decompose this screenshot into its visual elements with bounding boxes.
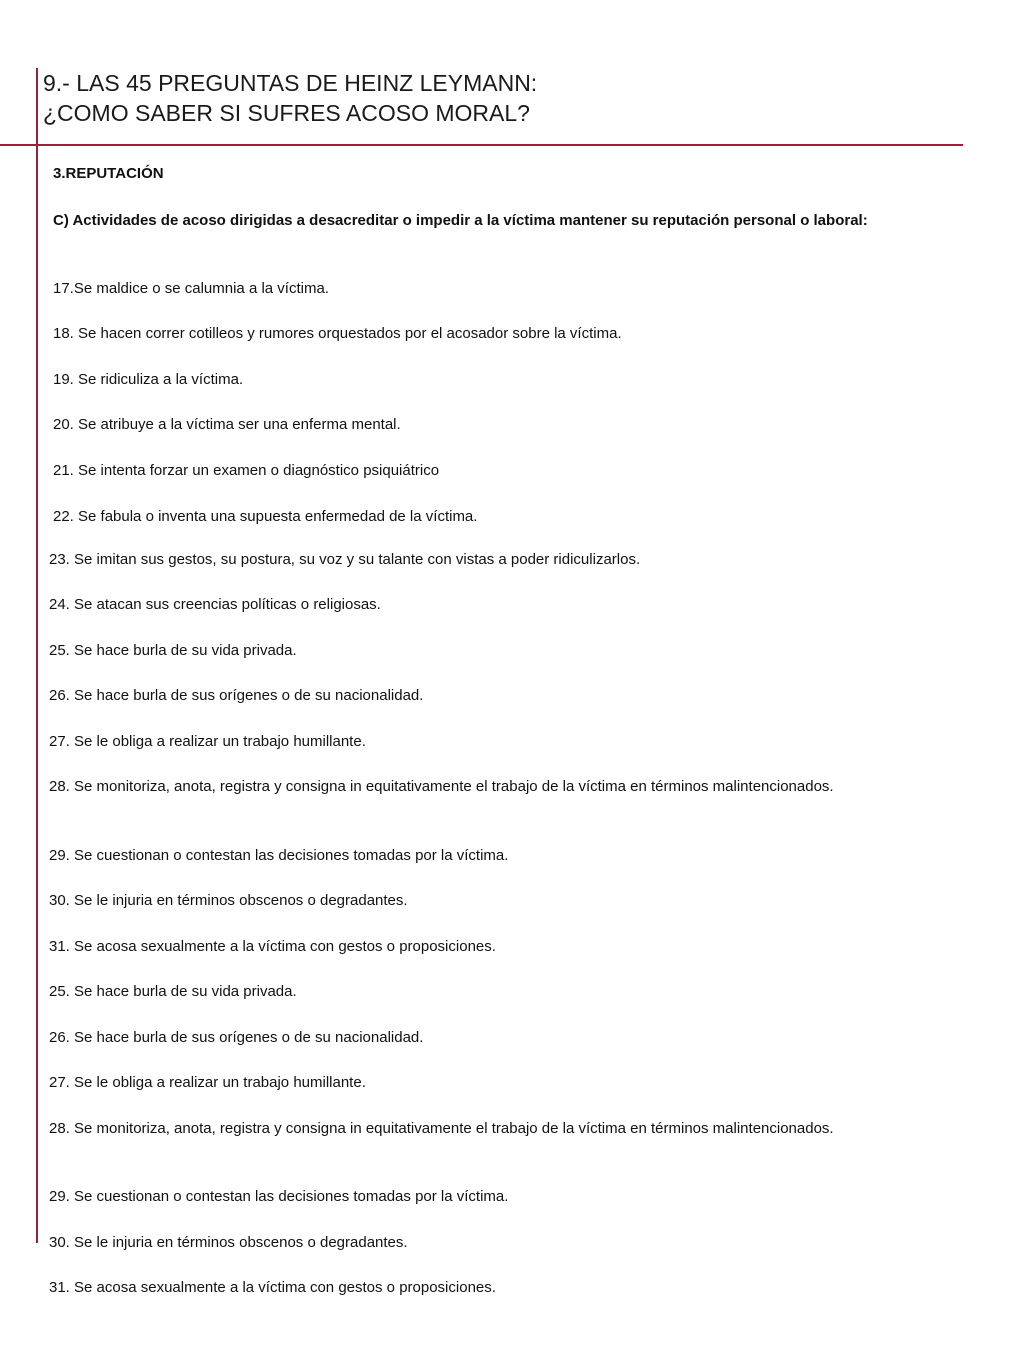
list-item: 20. Se atribuye a la víctima ser una enferma mental. [53, 416, 401, 433]
list-item: 28. Se monitoriza, anota, registra y consigna in equitativamente el trabajo de la víctima en términos malintencionados. [49, 778, 834, 795]
list-item: 21. Se intenta forzar un examen o diagnóstico psiquiátrico [53, 462, 440, 479]
list-item: 19. Se ridiculiza a la víctima. [53, 371, 244, 388]
list-item: 30. Se le injuria en términos obscenos o degradantes. [49, 1234, 408, 1251]
list-item: 23. Se imitan sus gestos, su postura, su voz y su talante con vistas a poder ridiculizarlos. [49, 551, 641, 568]
list-item: 31. Se acosa sexualmente a la víctima con gestos o proposiciones. [49, 1279, 496, 1296]
list-item: 25. Se hace burla de su vida privada. [49, 983, 297, 1000]
list-item: 31. Se acosa sexualmente a la víctima con gestos o proposiciones. [49, 938, 496, 955]
list-item: 25. Se hace burla de su vida privada. [49, 642, 297, 659]
list-item: 18. Se hacen correr cotilleos y rumores orquestados por el acosador sobre la víctima. [53, 325, 622, 342]
section-heading: 3.REPUTACIÓN [53, 165, 164, 182]
list-item: 26. Se hace burla de sus orígenes o de su nacionalidad. [49, 1029, 424, 1046]
page-title-line-2: ¿COMO SABER SI SUFRES ACOSO MORAL? [43, 100, 530, 126]
list-item: 26. Se hace burla de sus orígenes o de su nacionalidad. [49, 687, 424, 704]
list-item: 29. Se cuestionan o contestan las decisiones tomadas por la víctima. [49, 1188, 509, 1205]
list-item: 27. Se le obliga a realizar un trabajo humillante. [49, 1074, 366, 1091]
list-item: 24. Se atacan sus creencias políticas o religiosas. [49, 596, 381, 613]
list-item: 22. Se fabula o inventa una supuesta enfermedad de la víctima. [53, 508, 478, 525]
list-item: 30. Se le injuria en términos obscenos o degradantes. [49, 892, 408, 909]
header-horizontal-rule [0, 144, 963, 146]
list-item: 29. Se cuestionan o contestan las decisiones tomadas por la víctima. [49, 847, 509, 864]
list-item: 27. Se le obliga a realizar un trabajo humillante. [49, 733, 366, 750]
list-item: 17.Se maldice o se calumnia a la víctima. [53, 280, 329, 297]
list-item: 28. Se monitoriza, anota, registra y consigna in equitativamente el trabajo de la víctima en términos malintencionados. [49, 1120, 834, 1137]
section-subheading: C) Actividades de acoso dirigidas a desacreditar o impedir a la víctima mantener su reputación personal o laboral: [53, 212, 868, 229]
page-title-line-1: 9.- LAS 45 PREGUNTAS DE HEINZ LEYMANN: [43, 70, 538, 96]
page-title [43, 68, 537, 128]
left-vertical-rule [36, 68, 38, 1243]
